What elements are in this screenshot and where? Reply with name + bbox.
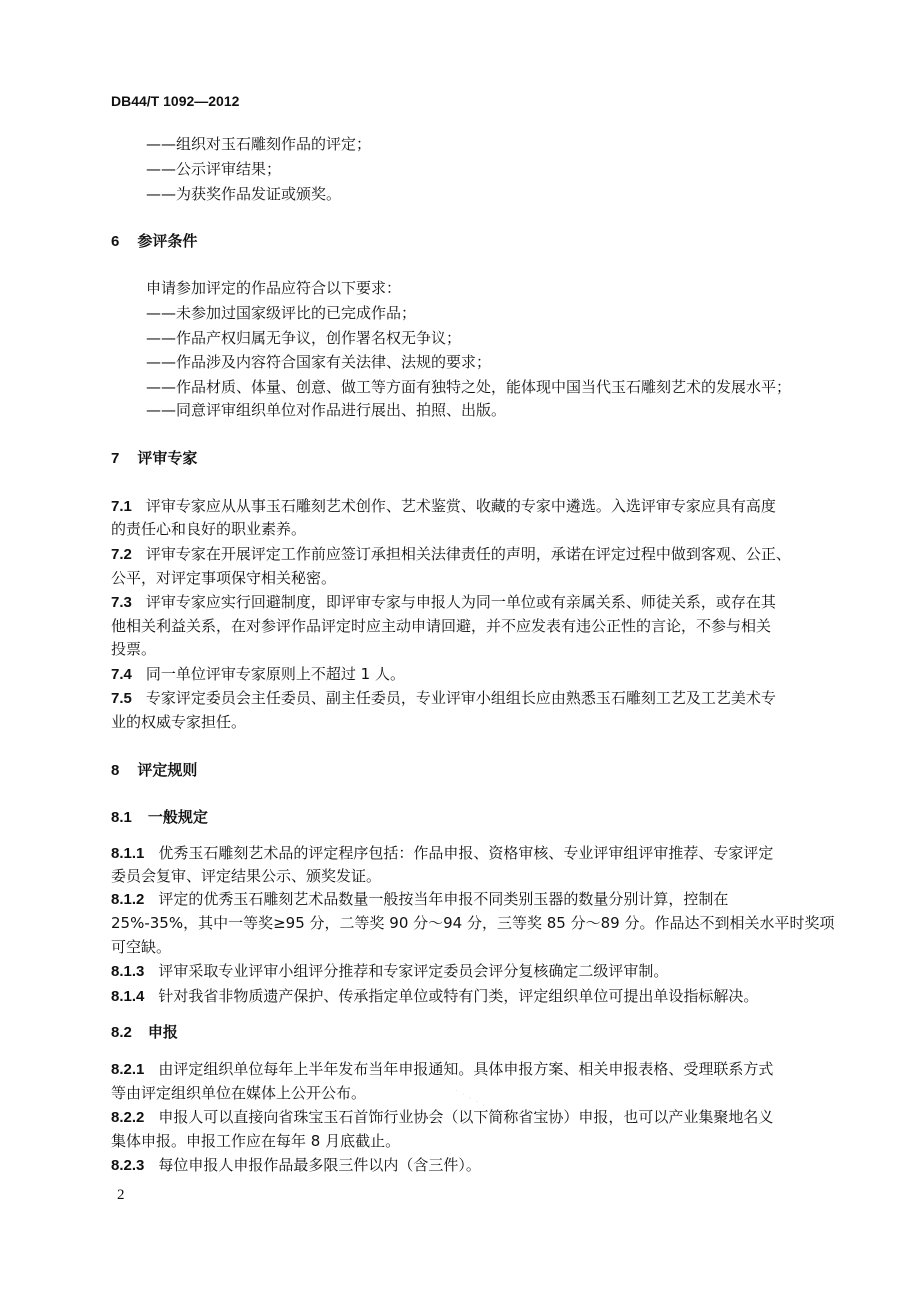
- clause-number: 8.2.1: [111, 1061, 145, 1078]
- standard-code: DB44/T 1092—2012: [111, 93, 240, 109]
- subsection-number: 8.1: [111, 809, 132, 826]
- list-item: ——同意评审组织单位对作品进行展出、拍照、出版。: [146, 401, 507, 419]
- section-title: 评定规则: [137, 761, 198, 779]
- watermark-mark: · · · · · ·: [452, 1086, 495, 1116]
- clause-text: 专家评定委员会主任委员、副主任委员，专业评审小组组长应由熟悉玉石雕刻工艺及工艺美术专: [145, 689, 776, 707]
- clause-7-2-line-1: [111, 544, 791, 565]
- list-item: ——为获奖作品发证或颁奖。: [146, 185, 342, 203]
- section-title: 评审专家: [137, 449, 198, 467]
- clause-text: 评审采取专业评审小组评分推荐和专家评定委员会评分复核确定二级评审制。: [158, 962, 669, 980]
- clause-number: 8.2.3: [111, 1157, 145, 1174]
- clause-number: 8.1.4: [111, 988, 145, 1005]
- subsection-8-2-heading: [111, 1022, 178, 1043]
- section-number: 8: [111, 762, 120, 779]
- clause-text: 优秀玉石雕刻艺术品的评定程序包括：作品申报、资格审核、专业评审组评审推荐、专家评定: [158, 844, 774, 862]
- subsection-8-1-heading: [111, 807, 208, 828]
- clause-8-2-2-line-2: 集体申报。申报工作应在每年 8 月底截止。: [111, 1132, 401, 1150]
- list-item: ——组织对玉石雕刻作品的评定；: [146, 135, 372, 153]
- section-7-heading: [111, 448, 197, 469]
- page-number: 2: [117, 1187, 125, 1203]
- clause-number: 8.1.3: [111, 963, 145, 980]
- clause-8-1-2-line-2: 25%-35%，其中一等奖≥95 分，二等奖 90 分～94 分，三等奖 85 分～89 分。作品达不到相关水平时奖项: [111, 914, 835, 932]
- section-6-heading: [111, 231, 197, 252]
- clause-number: 8.2.2: [111, 1109, 145, 1126]
- clause-number: 8.1.2: [111, 891, 145, 908]
- clause-text: 评审专家应实行回避制度，即评审专家与申报人为同一单位或有亲属关系、师徒关系，或存在其: [145, 593, 776, 611]
- clause-8-2-1-line-2: 等由评定组织单位在媒体上公开公布。: [111, 1084, 367, 1102]
- section-number: 7: [111, 450, 120, 467]
- clause-7-3-line-3: 投票。: [111, 640, 157, 658]
- section-title: 参评条件: [137, 232, 198, 250]
- clause-8-1-1-line-1: [111, 843, 773, 864]
- clause-text: 评审专家在开展评定工作前应签订承担相关法律责任的声明，承诺在评定过程中做到客观、公正、: [145, 545, 791, 563]
- clause-text: 由评定组织单位每年上半年发布当年申报通知。具体申报方案、相关申报表格、受理联系方式: [158, 1060, 774, 1078]
- section-number: 6: [111, 233, 120, 250]
- clause-7-4-line-1: [111, 664, 405, 685]
- clause-7-1-line-2: 的责任心和良好的职业素养。: [111, 520, 307, 538]
- list-item: ——作品涉及内容符合国家有关法律、法规的要求；: [146, 353, 492, 371]
- clause-number: 7.3: [111, 594, 132, 611]
- clause-7-5-line-1: [111, 688, 776, 709]
- clause-number: 7.2: [111, 546, 132, 563]
- clause-7-2-line-2: 公平，对评定事项保守相关秘密。: [111, 569, 337, 587]
- clause-7-1-line-1: [111, 496, 776, 517]
- clause-text: 评审专家应从从事玉石雕刻艺术创作、艺术鉴赏、收藏的专家中遴选。入选评审专家应具有高度: [145, 497, 776, 515]
- clause-8-1-1-line-2: 委员会复审、评定结果公示、颁奖发证。: [111, 867, 382, 885]
- clause-number: 7.4: [111, 666, 132, 683]
- clause-number: 7.5: [111, 690, 132, 707]
- clause-8-1-4-line-1: [111, 986, 758, 1007]
- clause-7-3-line-1: [111, 592, 776, 613]
- list-item: ——作品产权归属无争议，创作署名权无争议；: [146, 329, 462, 347]
- list-item: ——公示评审结果；: [146, 160, 282, 178]
- subsection-number: 8.2: [111, 1024, 132, 1041]
- clause-text: 同一单位评审专家原则上不超过 1 人。: [145, 665, 405, 683]
- clause-8-1-2-line-1: [111, 889, 728, 910]
- section-6-intro: 申请参加评定的作品应符合以下要求：: [146, 279, 402, 297]
- clause-8-1-2-line-3: 可空缺。: [111, 938, 172, 956]
- clause-text: 评定的优秀玉石雕刻艺术品数量一般按当年申报不同类别玉器的数量分别计算，控制在: [158, 890, 729, 908]
- clause-8-2-2-line-1: [111, 1107, 773, 1128]
- list-item: ——未参加过国家级评比的已完成作品；: [146, 304, 417, 322]
- clause-7-3-line-2: 他相关利益关系，在对参评作品评定时应主动申请回避，并不应发表有违公正性的言论，不参与相关: [111, 617, 772, 635]
- clause-text: 每位申报人申报作品最多限三件以内（含三件）。: [158, 1156, 481, 1174]
- list-item: ——作品材质、体量、创意、做工等方面有独特之处，能体现中国当代玉石雕刻艺术的发展水平；: [146, 378, 792, 396]
- clause-number: 8.1.1: [111, 845, 145, 862]
- clause-text: 申报人可以直接向省珠宝玉石首饰行业协会（以下简称省宝协）申报，也可以产业集聚地名义: [158, 1108, 774, 1126]
- clause-8-2-1-line-1: [111, 1059, 773, 1080]
- subsection-title: 申报: [147, 1023, 178, 1041]
- clause-8-2-3-line-1: [111, 1155, 481, 1176]
- clause-number: 7.1: [111, 498, 132, 515]
- clause-8-1-3-line-1: [111, 961, 668, 982]
- clause-7-5-line-2: 业的权威专家担任。: [111, 713, 247, 731]
- clause-text: 针对我省非物质遗产保护、传承指定单位或特有门类，评定组织单位可提出单设指标解决。: [158, 987, 759, 1005]
- section-8-heading: [111, 760, 197, 781]
- subsection-title: 一般规定: [147, 808, 208, 826]
